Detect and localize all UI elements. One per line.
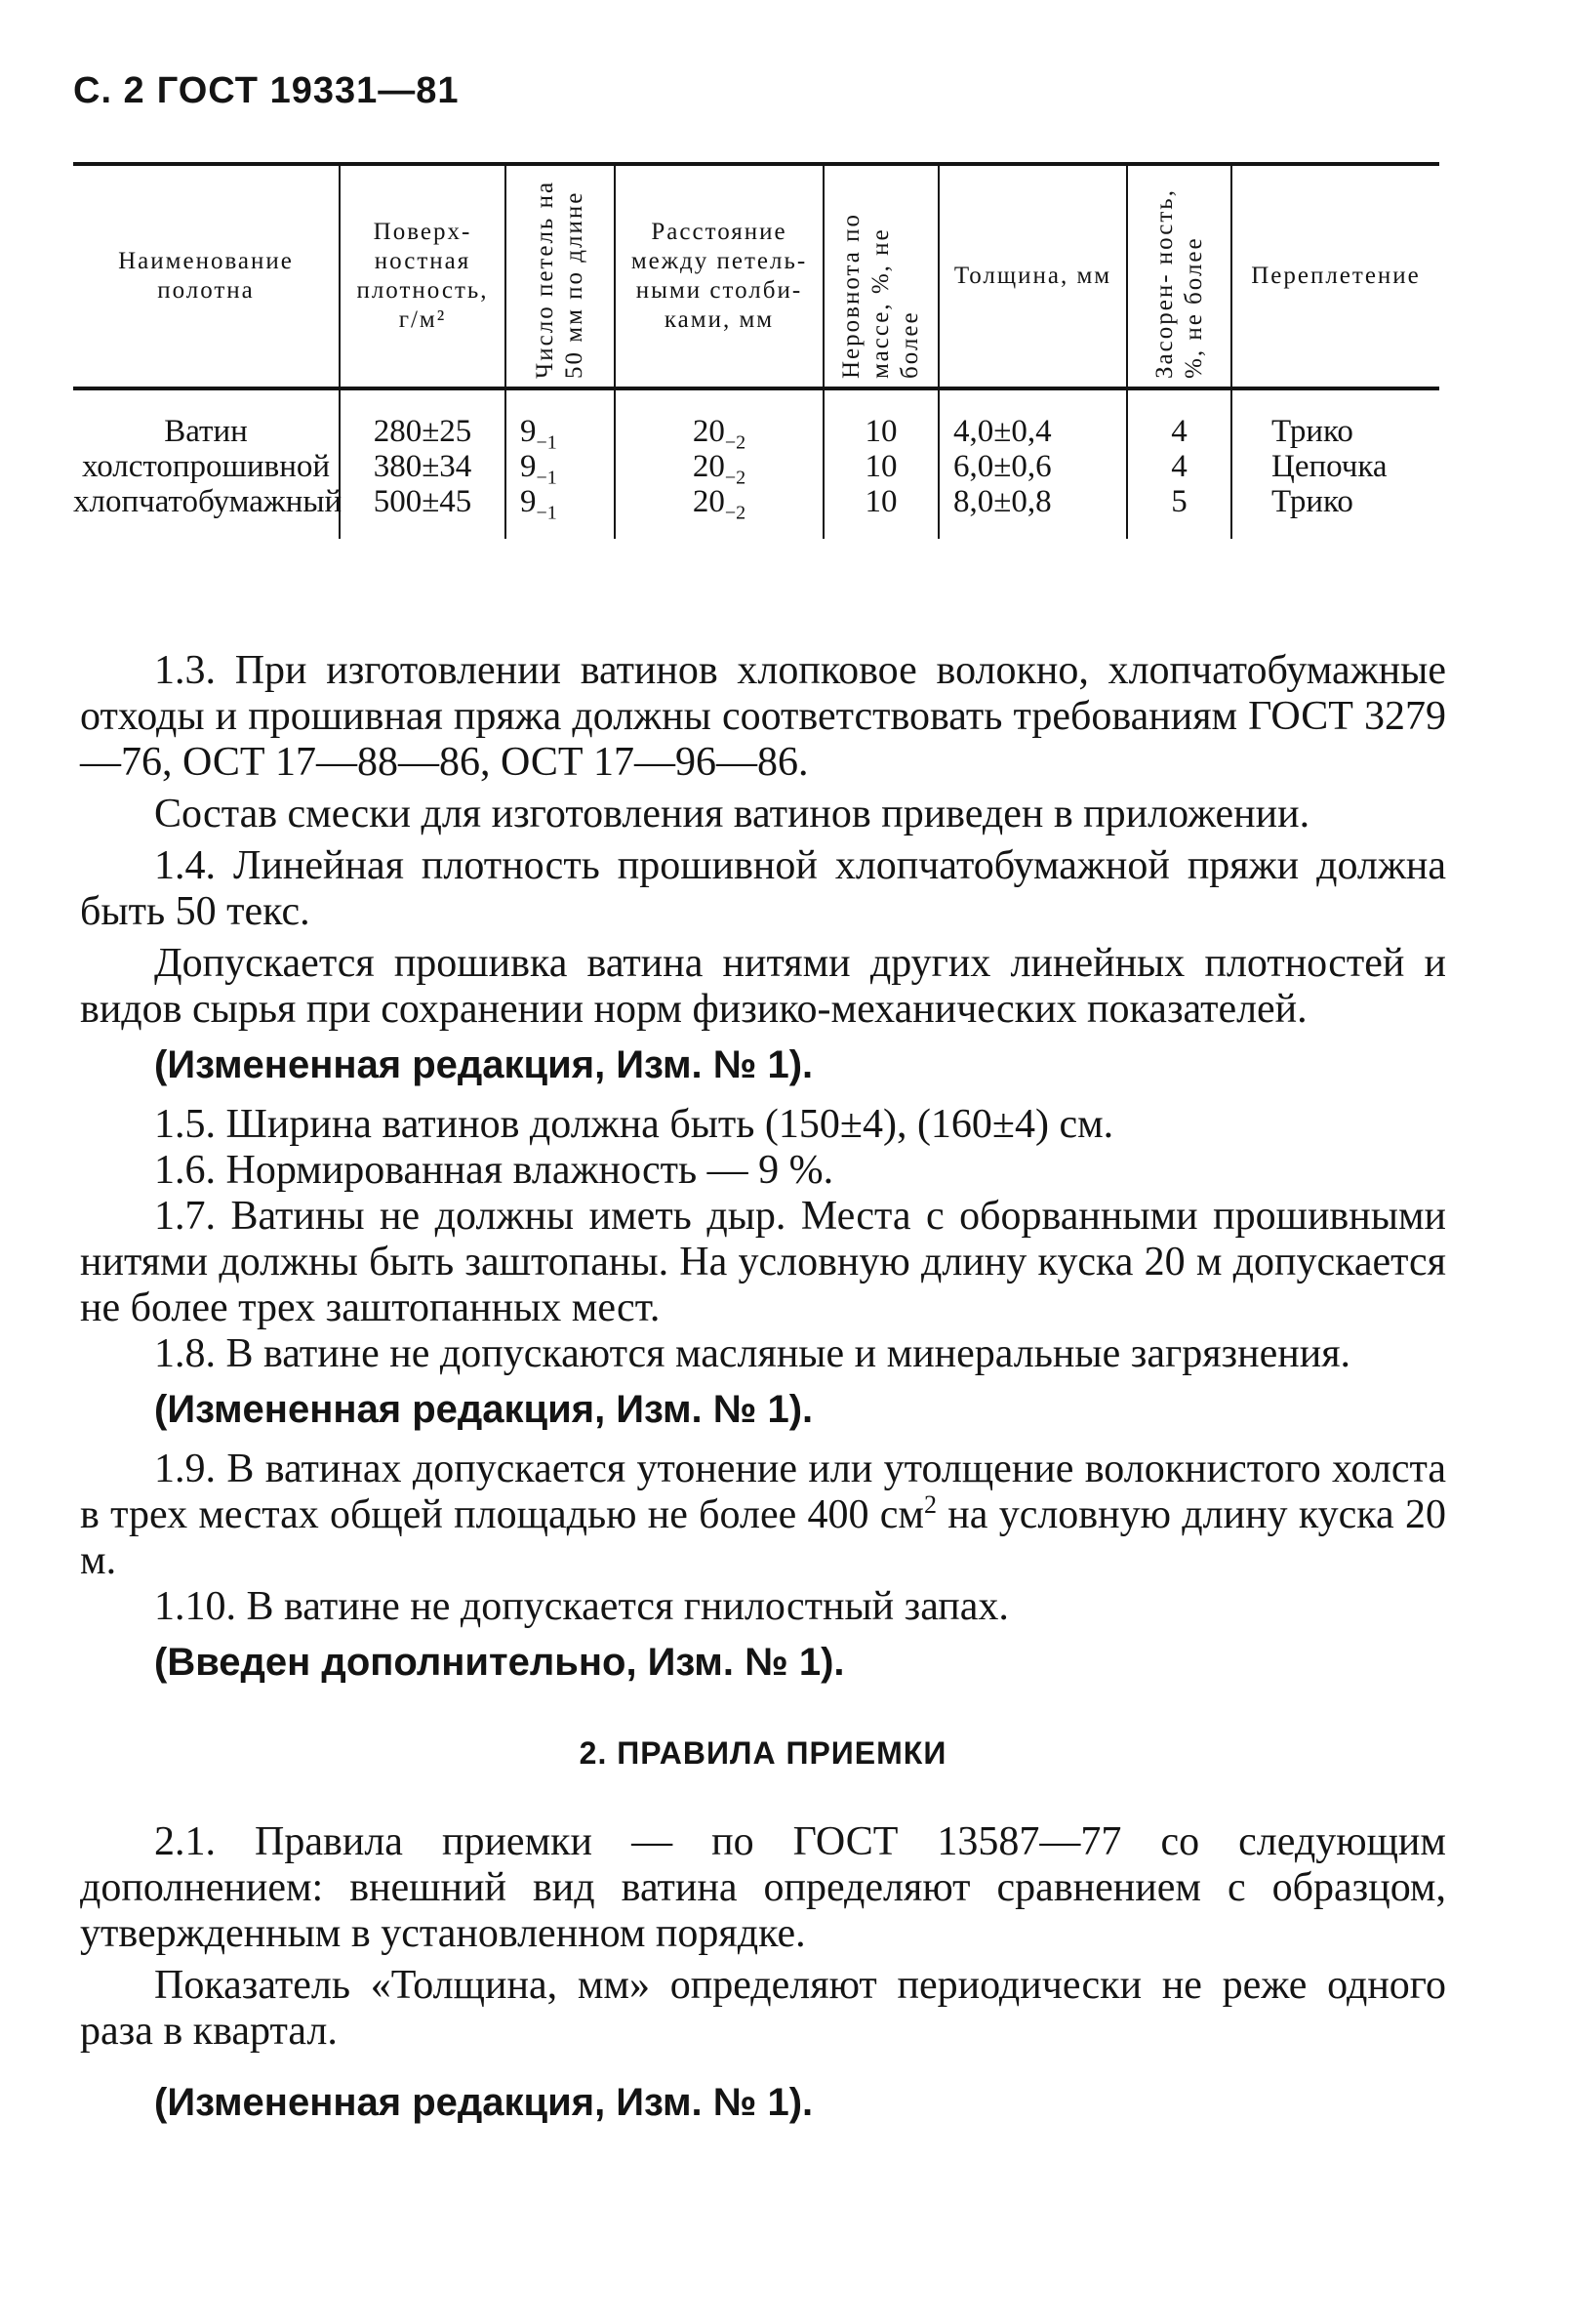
cell-thickness: 4,0±0,4 bbox=[953, 414, 1052, 449]
header-thickness: Толщина, мм bbox=[939, 164, 1127, 388]
paragraph-1-8: 1.8. В ватине не допускаются масляные и минеральные загрязнения. bbox=[154, 1331, 1351, 1376]
paragraph-1-3: 1.3. При изготовлении ватинов хлопковое волокно, хлопчатобумажные отходы и прошивная пряжа должны соответствовать требованиям ГОСТ 3279—76, ОСТ 17—88—86, ОСТ 17—96—86. bbox=[80, 648, 1446, 785]
paragraph-1-6: 1.6. Нормированная влажность — 9 %. bbox=[154, 1148, 834, 1193]
amendment-note: (Измененная редакция, Изм. № 1). bbox=[154, 2081, 814, 2124]
paragraph-1-3-continued: Состав смески для изготовления ватинов приведен в приложении. bbox=[154, 792, 1310, 836]
amendment-note: (Измененная редакция, Изм. № 1). bbox=[154, 1388, 814, 1431]
cell-density: 500±45 bbox=[373, 484, 472, 519]
amendment-note: (Измененная редакция, Изм. № 1). bbox=[154, 1043, 814, 1086]
cell-distance: $20_{-2}$ bbox=[692, 449, 746, 489]
table-row bbox=[73, 388, 1439, 539]
cell-density: 380±34 bbox=[373, 449, 472, 484]
cell-loops: $9_{-1}$ bbox=[520, 414, 557, 454]
cell-litter: 5 bbox=[1171, 484, 1188, 519]
cell-distance: $20_{-2}$ bbox=[692, 484, 746, 524]
cell-density-list bbox=[340, 388, 505, 539]
cell-litter: 4 bbox=[1171, 414, 1188, 449]
page-header bbox=[73, 70, 471, 112]
cell-unevenness: 10 bbox=[865, 414, 898, 449]
cell-loops: $9_{-1}$ bbox=[520, 449, 557, 489]
section-heading: 2. ПРАВИЛА ПРИЕМКИ bbox=[579, 1735, 947, 1771]
cell-weave: Цепочка bbox=[1271, 449, 1388, 484]
paragraph-1-5: 1.5. Ширина ватинов должна быть (150±4), (160±4) см. bbox=[154, 1102, 1114, 1147]
cell-density: 280±25 bbox=[373, 414, 472, 449]
cell-unevenness: 10 bbox=[865, 449, 898, 484]
amendment-note: (Введен дополнительно, Изм. № 1). bbox=[154, 1641, 845, 1684]
cell-weave: Трико bbox=[1271, 484, 1353, 519]
paragraph-2-1: 2.1. Правила приемки — по ГОСТ 13587—77 со следующим дополнением: внешний вид ватина определяют сравнением с образцом, утвержденным в установленном порядке. bbox=[80, 1819, 1446, 1956]
header-weave: Переплетение bbox=[1231, 164, 1439, 388]
paragraph-1-4-continued: Допускается прошивка ватина нитями других линейных плотностей и видов сырья при сохранении норм физико-механических показателей. bbox=[80, 941, 1446, 1032]
cell-weave: Трико bbox=[1271, 414, 1353, 449]
spec-table bbox=[73, 162, 1439, 539]
header-litter bbox=[1127, 164, 1231, 388]
cell-distance: $20_{-2}$ bbox=[692, 414, 746, 454]
cell-unevenness: 10 bbox=[865, 484, 898, 519]
header-name: Наименование полотна bbox=[73, 164, 340, 388]
cell-litter: 4 bbox=[1171, 449, 1188, 484]
paragraph-1-9: 1.9. В ватинах допускается утонение или утолщение волокнистого холста в трех местах общей площадью не более 400 $см^2$ на условную длину куска 20 м. bbox=[80, 1447, 1446, 1583]
cell-thickness: 8,0±0,8 bbox=[953, 484, 1052, 519]
paragraph-1-10: 1.10. В ватине не допускается гнилостный запах. bbox=[154, 1584, 1009, 1629]
cell-weave-list bbox=[1231, 388, 1439, 539]
page-number: С. 2 bbox=[73, 70, 145, 111]
header-unevenness-text: Неровнота по массе, %, не более bbox=[838, 213, 923, 379]
paragraph-2-1-continued: Показатель «Толщина, мм» определяют периодически не реже одного раза в квартал. bbox=[80, 1963, 1446, 2054]
cell-distance-list bbox=[615, 388, 824, 539]
cell-thickness: 6,0±0,6 bbox=[953, 449, 1052, 484]
cell-product-name: Ватин холстопрошивной хлопчатобумажный bbox=[73, 414, 342, 519]
header-unevenness bbox=[824, 164, 939, 388]
paragraph-1-7: 1.7. Ватины не должны иметь дыр. Места с оборванными прошивными нитями должны быть заштопаны. На условную длину куска 20 м допускается не более трех заштопанных мест. bbox=[80, 1194, 1446, 1330]
cell-thickness-list bbox=[939, 388, 1127, 539]
cell-litter-list bbox=[1127, 388, 1231, 539]
header-density: Поверх- ностная плотность, г/м² bbox=[340, 164, 505, 388]
table-header-row bbox=[73, 164, 1439, 388]
header-distance: Расстояние между петель- ными столби- ками, мм bbox=[615, 164, 824, 388]
paragraph-1-4: 1.4. Линейная плотность прошивной хлопчатобумажной пряжи должна быть 50 текс. bbox=[80, 843, 1446, 934]
header-litter-text: Засорен- ность, %, не более bbox=[1150, 188, 1207, 379]
document-body bbox=[80, 648, 1446, 2140]
header-loops bbox=[505, 164, 615, 388]
document-code: ГОСТ 19331—81 bbox=[156, 70, 460, 111]
cell-loops: $9_{-1}$ bbox=[520, 484, 557, 524]
header-loops-text: Число петель на 50 мм по длине bbox=[532, 180, 587, 379]
cell-unevenness-list bbox=[824, 388, 939, 539]
cell-loops-list bbox=[505, 388, 615, 539]
